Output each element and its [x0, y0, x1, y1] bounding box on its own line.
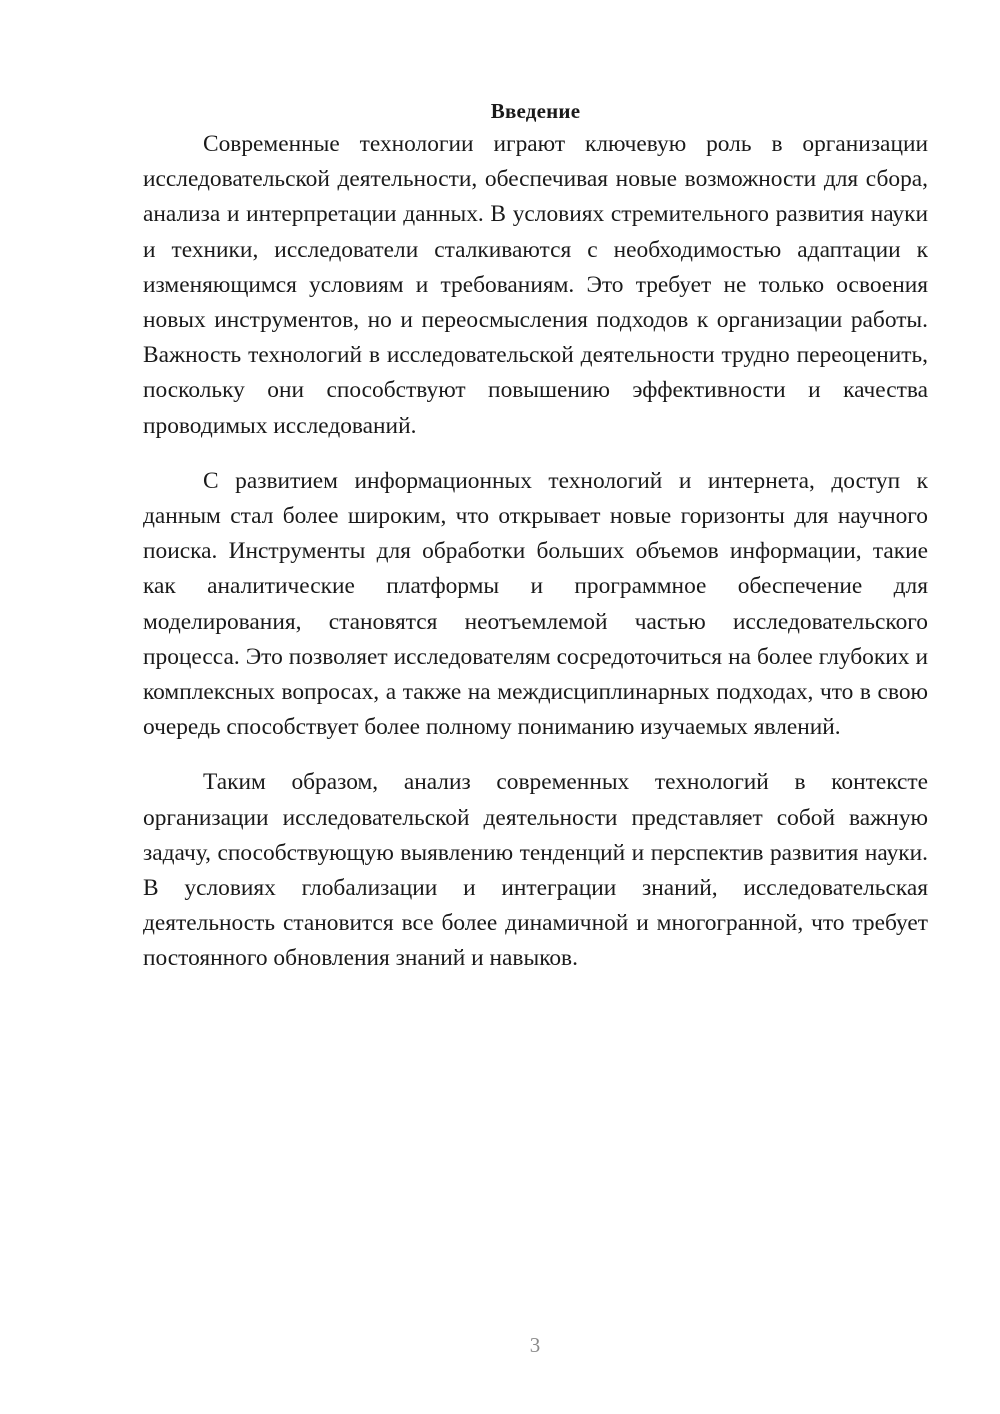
section-title: Введение	[490, 99, 581, 123]
paragraph-3: Таким образом, анализ современных технологий в контексте организации исследовательской деятельности представляет собой важную задачу, способствующую выявлению тенденций и перспектив развития науки. В условиях глобализации и интеграции знаний, исследовательская деятельность становится все более динамичной и многогранной, что требует постоянного обновления знаний и навыков.	[143, 769, 928, 972]
paragraph-1: Современные технологии играют ключевую роль в организации исследовательской деятельности, обеспечивая новые возможности для сбора, анализа и интерпретации данных. В условиях стремительного развития науки и техники, исследователи сталкиваются с необходимостью адаптации к изменяющимся условиям и требованиям. Это требует не только освоения новых инструментов, но и переосмысления подходов к организации работы. Важность технологий в исследовательской деятельности трудно переоценить, поскольку они способствуют повышению эффективности и качества проводимых исследований.	[143, 131, 928, 439]
paragraph-2: С развитием информационных технологий и интернета, доступ к данным стал более широким, что открывает новые горизонты для научного поиска. Инструменты для обработки больших объемов информации, такие как аналитические платформы и программное обеспечение для моделирования, становятся неотъемлемой частью исследовательского процесса. Это позволяет исследователям сосредоточиться на более глубоких и комплексных вопросах, а также на междисциплинарных подходах, что в свою очередь способствует более полному пониманию изучаемых явлений.	[143, 467, 928, 741]
page-content	[143, 96, 928, 977]
page-number: 3	[529, 1333, 541, 1357]
